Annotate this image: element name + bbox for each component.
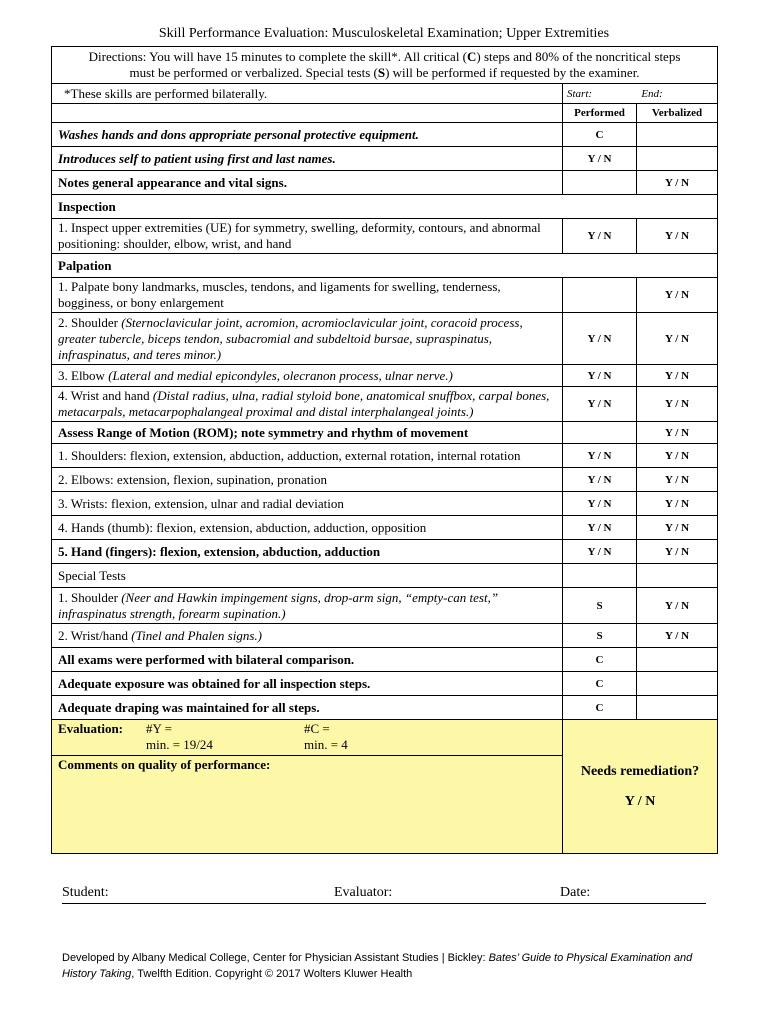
page-title: Skill Performance Evaluation: Musculoskeletal Examination; Upper Extremities <box>158 26 610 41</box>
evaluation-table <box>51 46 718 854</box>
performed-cell: Y / N <box>563 444 637 468</box>
step-text: 4. Hands (thumb): flexion, extension, abduction, adduction, opposition <box>52 516 563 540</box>
evaluator-label: Evaluator: <box>334 885 393 900</box>
verbalized-cell: Y / N <box>637 422 718 444</box>
step-text: Adequate draping was maintained for all steps. <box>52 696 563 720</box>
checklist-row <box>52 171 718 195</box>
verbalized-header: Verbalized <box>637 104 718 123</box>
verbalized-cell <box>637 672 718 696</box>
verbalized-cell <box>637 147 718 171</box>
performed-cell: C <box>563 123 637 147</box>
step-text: 3. Wrists: flexion, extension, ulnar and radial deviation <box>52 492 563 516</box>
checklist-row <box>52 444 718 468</box>
verbalized-cell: Y / N <box>637 468 718 492</box>
evaluation-row <box>52 720 718 756</box>
performed-cell: Y / N <box>563 313 637 365</box>
step-text: 1. Inspect upper extremities (UE) for symmetry, swelling, deformity, contours, and abnormal positioning: shoulder, elbow, wrist, and hand <box>52 219 563 254</box>
start-label: Start: <box>567 88 593 100</box>
verbalized-cell: Y / N <box>637 516 718 540</box>
step-text: 4. Wrist and hand (Distal radius, ulna, radial styloid bone, anatomical snuffbox, carpal bones, metacarpals, metacarpophalangeal proximal and distal interphalangeal joints.) <box>52 387 563 422</box>
checklist-row <box>52 564 718 588</box>
performed-cell: S <box>563 588 637 624</box>
evaluation-label: Evaluation: <box>58 721 124 736</box>
verbalized-cell <box>637 648 718 672</box>
checklist-row <box>52 254 718 278</box>
verbalized-cell: Y / N <box>637 171 718 195</box>
directions-row <box>52 47 718 84</box>
step-text: All exams were performed with bilateral comparison. <box>52 648 563 672</box>
time-fields <box>563 84 718 104</box>
checklist-row <box>52 672 718 696</box>
bilateral-note: *These skills are performed bilaterally. <box>52 84 563 104</box>
step-text: 2. Shoulder (Sternoclavicular joint, acromion, acromioclavicular joint, coracoid process, greater tubercle, biceps tendon, subacromial and subdeltoid bursae, supraspinatus, infraspinatus, and teres minor.) <box>52 313 563 365</box>
checklist-row <box>52 387 718 422</box>
checklist-row <box>52 365 718 387</box>
checklist-row <box>52 516 718 540</box>
performed-cell <box>563 422 637 444</box>
step-text: Adequate exposure was obtained for all inspection steps. <box>52 672 563 696</box>
checklist-row <box>52 278 718 313</box>
step-text: 3. Elbow (Lateral and medial epicondyles, olecranon process, ulnar nerve.) <box>52 365 563 387</box>
checklist-row <box>52 147 718 171</box>
performed-cell: S <box>563 624 637 648</box>
performed-cell: Y / N <box>563 387 637 422</box>
y-count-label: #Y = <box>146 721 172 736</box>
step-text: Washes hands and dons appropriate personal protective equipment. <box>52 123 563 147</box>
c-count-label: #C = <box>304 721 330 736</box>
signature-line <box>62 885 706 904</box>
verbalized-cell: Y / N <box>637 219 718 254</box>
step-text: Palpation <box>52 254 718 278</box>
verbalized-cell: Y / N <box>637 313 718 365</box>
checklist-row <box>52 195 718 219</box>
performed-cell: Y / N <box>563 492 637 516</box>
y-minimum: min. = 19/24 <box>146 737 213 752</box>
step-text: 2. Wrist/hand (Tinel and Phalen signs.) <box>52 624 563 648</box>
performed-cell <box>563 171 637 195</box>
performed-cell <box>563 564 637 588</box>
verbalized-cell <box>637 696 718 720</box>
checklist-row <box>52 468 718 492</box>
verbalized-cell: Y / N <box>637 365 718 387</box>
note-row <box>52 84 718 104</box>
date-label: Date: <box>560 885 591 900</box>
performed-cell: Y / N <box>563 219 637 254</box>
step-text: 1. Shoulders: flexion, extension, abduction, adduction, external rotation, internal rotation <box>52 444 563 468</box>
directions-text: Directions: You will have 15 minutes to complete the skill*. All critical (C) steps and 80% of the noncritical steps must be performed or verbalized. Special tests (S) will be performed if requested by the examiner. <box>52 47 718 84</box>
checklist-row <box>52 540 718 564</box>
remediation-cell <box>563 720 718 854</box>
step-text: Introduces self to patient using first and last names. <box>52 147 563 171</box>
end-label: End: <box>641 88 663 100</box>
step-text: Inspection <box>52 195 718 219</box>
remediation-choice: Y / N <box>624 793 656 809</box>
performed-cell: C <box>563 696 637 720</box>
verbalized-cell: Y / N <box>637 588 718 624</box>
verbalized-cell <box>637 564 718 588</box>
verbalized-cell: Y / N <box>637 492 718 516</box>
performed-cell: C <box>563 672 637 696</box>
checklist-row <box>52 648 718 672</box>
verbalized-cell: Y / N <box>637 387 718 422</box>
checklist-row <box>52 422 718 444</box>
performed-cell: Y / N <box>563 468 637 492</box>
verbalized-cell: Y / N <box>637 444 718 468</box>
performed-cell: Y / N <box>563 365 637 387</box>
column-header-row <box>52 104 718 123</box>
checklist-row <box>52 624 718 648</box>
verbalized-cell <box>637 123 718 147</box>
performed-cell: Y / N <box>563 540 637 564</box>
performed-cell <box>563 278 637 313</box>
step-text: Notes general appearance and vital signs. <box>52 171 563 195</box>
checklist-row <box>52 123 718 147</box>
performed-cell: Y / N <box>563 147 637 171</box>
step-text: 2. Elbows: extension, flexion, supination, pronation <box>52 468 563 492</box>
step-text: 5. Hand (fingers): flexion, extension, abduction, adduction <box>52 540 563 564</box>
checklist-row <box>52 313 718 365</box>
performed-cell: Y / N <box>563 516 637 540</box>
step-text: Assess Range of Motion (ROM); note symmetry and rhythm of movement <box>52 422 563 444</box>
step-text: Special Tests <box>52 564 563 588</box>
footer-credit: Developed by Albany Medical College, Center for Physician Assistant Studies | Bickley: Bates’ Guide to Physical Examination and History Taking, Twelfth Edition. Copyright © 2017 Wolters Kluwer Health <box>62 952 693 980</box>
verbalized-cell: Y / N <box>637 624 718 648</box>
comments-label: Comments on quality of performance: <box>58 757 271 772</box>
step-text: 1. Palpate bony landmarks, muscles, tendons, and ligaments for swelling, tenderness, bogginess, or bony enlargement <box>52 278 563 313</box>
checklist-row <box>52 696 718 720</box>
checklist-row <box>52 492 718 516</box>
performed-header: Performed <box>563 104 637 123</box>
verbalized-cell: Y / N <box>637 540 718 564</box>
remediation-label: Needs remediation? <box>580 763 700 779</box>
verbalized-cell: Y / N <box>637 278 718 313</box>
performed-cell: C <box>563 648 637 672</box>
c-minimum: min. = 4 <box>304 737 348 752</box>
checklist-row <box>52 219 718 254</box>
checklist-row <box>52 588 718 624</box>
step-text: 1. Shoulder (Neer and Hawkin impingement signs, drop-arm sign, “empty-can test,” infraspinatus strength, forearm supination.) <box>52 588 563 624</box>
student-label: Student: <box>62 885 109 900</box>
